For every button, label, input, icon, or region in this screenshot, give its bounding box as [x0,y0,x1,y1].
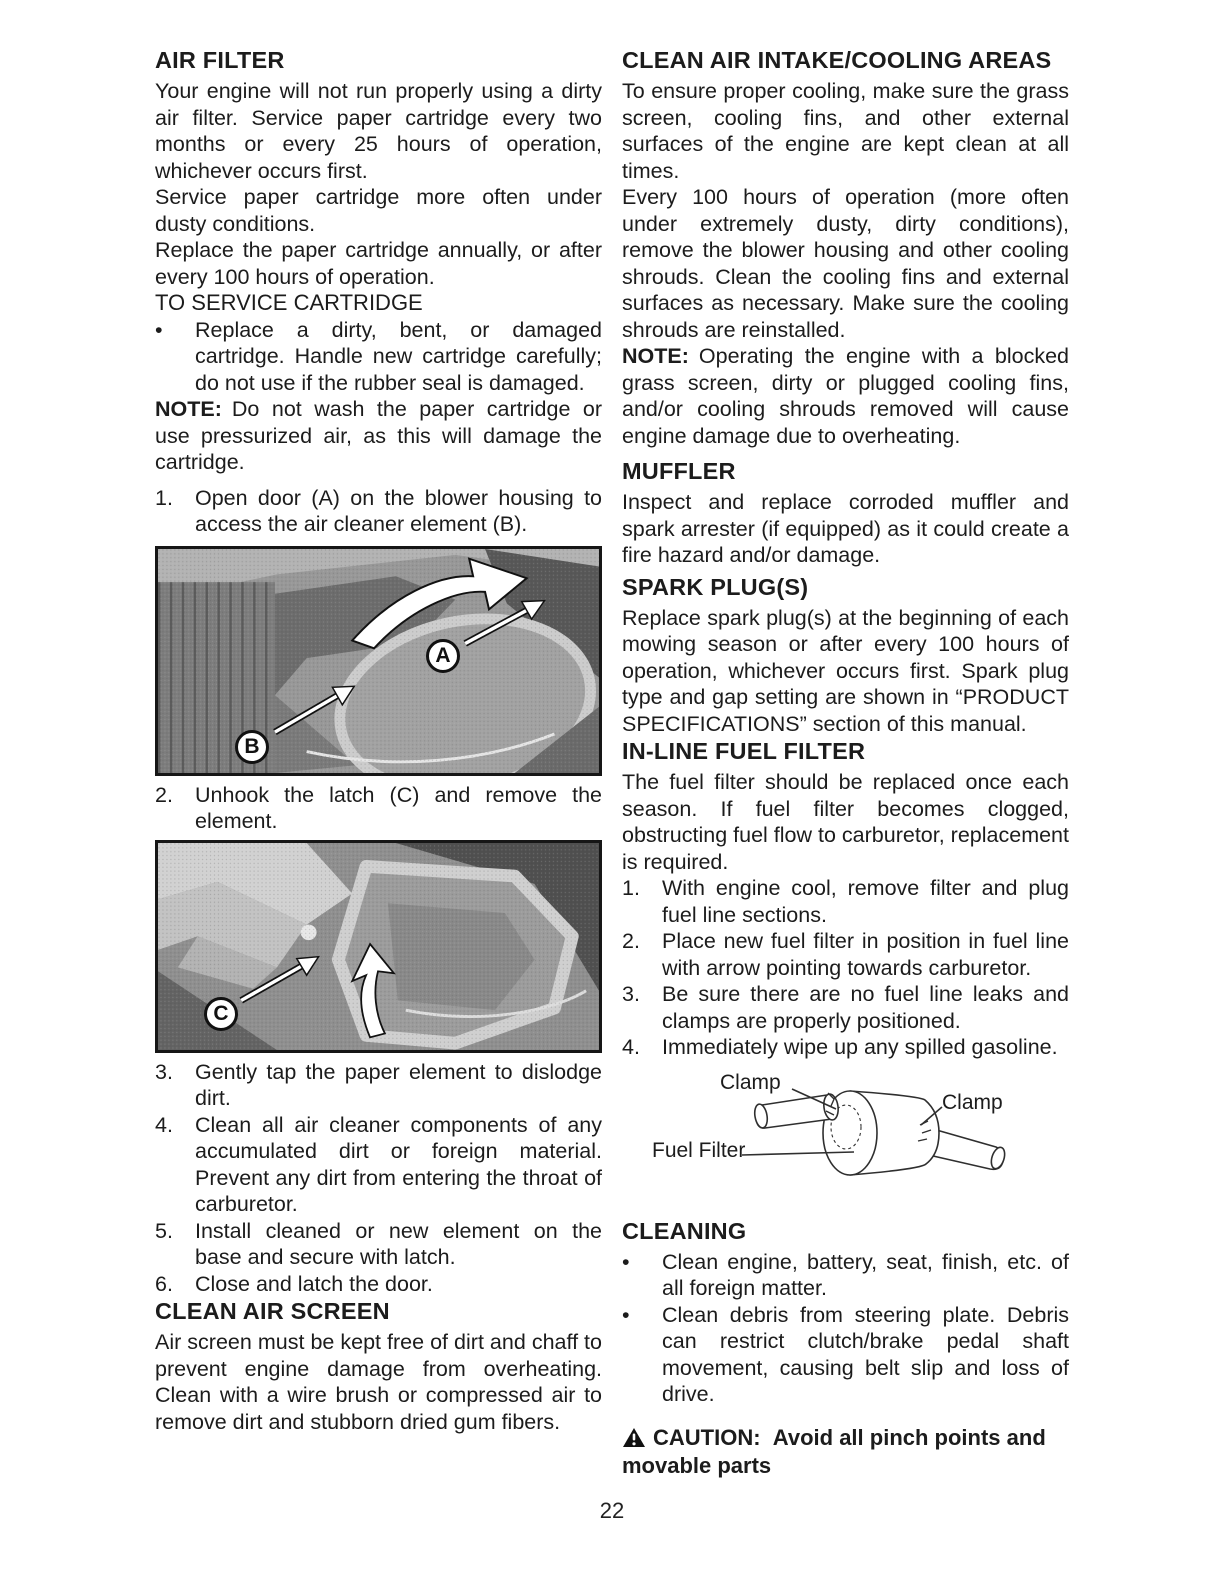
step-text: With engine cool, remove filter and plug fuel line sections. [662,876,1069,927]
step-text: Close and latch the door. [195,1271,433,1296]
step-close-door [155,1271,602,1298]
caution-text: Avoid all pinch points and movable parts [622,1424,1046,1478]
step-tap-element [155,1059,602,1112]
cleaning-bullet-engine [622,1249,1069,1302]
step-unhook-latch [155,782,602,835]
muffler-paragraph: Inspect and replace corroded muffler and spark arrester (if equipped) as it could create a fire hazard and/or damage. [622,490,1069,567]
warning-triangle-icon [622,1427,646,1448]
cartridge-note [155,396,602,476]
fuel-step-place [622,928,1069,981]
bullet-text: Clean debris from steering plate. Debris can restrict clutch/brake pedal shaft movement, causing belt slip and loss of drive. [662,1302,1069,1406]
spark-plugs-heading: SPARK PLUG(S) [622,573,809,600]
step-clean-components [155,1112,602,1218]
air-filter-paragraph-3: Replace the paper cartridge annually, or after every 100 hours of operation. [155,238,602,289]
step-install-element [155,1218,602,1271]
step-open-door [155,485,602,538]
service-cartridge-bullet-text: Replace a dirty, bent, or damaged cartridge. Handle new cartridge carefully; do not use if the rubber seal is damaged. [195,317,602,395]
intake-heading: CLEAN AIR INTAKE/COOLING AREAS [622,47,1052,73]
air-filter-paragraph-1: Your engine will not run properly using a dirty air filter. Service paper cartridge every two months or every 25 hours of operation, whichever occurs first. [155,79,602,183]
intake-paragraph-1: To ensure proper cooling, make sure the grass screen, cooling fins, and other external surfaces of the engine are kept clean at all times. [622,79,1069,183]
note-text: Operating the engine with a blocked grass screen, dirty or plugged cooling fins, and/or cooling shrouds removed will cause engine damage due to overheating. [622,344,1069,448]
clamp-right-label: Clamp [942,1090,1003,1114]
note-label: NOTE: [622,344,689,368]
step-number: 6. [155,1271,173,1296]
note-label: NOTE: [155,397,222,421]
fuel-step-wipe [622,1034,1069,1061]
service-cartridge-bullet [155,317,602,397]
clean-air-screen-heading: CLEAN AIR SCREEN [155,1298,390,1324]
fuel-filter-label: Fuel Filter [652,1138,746,1162]
step-number: 4. [155,1112,173,1137]
step-number: 4. [622,1035,640,1059]
caution-label: CAUTION: [653,1424,761,1450]
spark-plugs-paragraph: Replace spark plug(s) at the beginning of each mowing season or after every 100 hours of operation, whichever occurs first. Spark plug type and gap setting are shown in “PRODUCT SPECIFICATIONS” section of this manual. [622,605,1069,736]
fuel-step-leaks [622,981,1069,1034]
step-number: 1. [155,485,173,510]
air-filter-heading: AIR FILTER [155,47,285,73]
step-number: 2. [155,782,173,807]
step-text: Unhook the latch (C) and remove the element. [195,782,602,833]
step-text: Install cleaned or new element on the base and secure with latch. [195,1218,602,1269]
left-column [155,46,602,1435]
bullet-text: Clean engine, battery, seat, finish, etc. of all foreign matter. [662,1249,1069,1300]
bullet-marker: • [622,1302,630,1327]
blower-housing-photo-graphic [158,549,599,773]
step-text: Gently tap the paper element to dislodge dirt. [195,1059,602,1110]
bullet-marker: • [622,1249,630,1274]
clamp-left-label: Clamp [720,1070,781,1094]
photo-element-removal [155,840,602,1053]
bullet-marker: • [155,317,163,342]
callout-c: C [204,997,238,1031]
callout-b: B [235,730,269,764]
footer-page-number: 22 [599,1498,625,1523]
note-text: Do not wash the paper cartridge or use pressurized air, as this will damage the cartridge. [155,397,602,474]
step-number: 3. [622,982,640,1006]
muffler-heading: MUFFLER [622,458,736,484]
clean-air-screen-paragraph: Air screen must be kept free of dirt and chaff to prevent engine damage from overheating. Clean with a wire brush or compressed air to remove dirt and stubborn dried gum fibers. [155,1330,602,1434]
step-number: 1. [622,876,640,900]
callout-a: A [426,639,460,673]
diagram-fuel-filter [622,1067,1069,1217]
cleaning-bullet-debris [622,1302,1069,1408]
intake-paragraph-2: Every 100 hours of operation (more often under extremely dusty, dirty conditions), remove the blower housing and other cooling shrouds. Clean the cooling fins and external surfaces as necessary. Make sure the cooling shrouds are reinstalled. [622,185,1069,342]
right-column [622,46,1069,1480]
intake-note [622,343,1069,449]
step-text: Open door (A) on the blower housing to access the air cleaner element (B). [195,485,602,536]
step-text: Immediately wipe up any spilled gasoline. [662,1035,1058,1059]
caution-note [622,1424,1069,1480]
air-filter-paragraph-2: Service paper cartridge more often under dusty conditions. [155,185,602,236]
step-number: 3. [155,1059,173,1084]
fuel-step-remove [622,875,1069,928]
step-text: Be sure there are no fuel line leaks and clamps are properly positioned. [662,982,1069,1033]
step-number: 2. [622,929,640,953]
cleaning-heading: CLEANING [622,1217,747,1244]
fuel-filter-paragraph: The fuel filter should be replaced once each season. If fuel filter becomes clogged, obstructing fuel flow to carburetor, replacement is required. [622,770,1069,874]
step-number: 5. [155,1218,173,1243]
step-text: Place new fuel filter in position in fuel line with arrow pointing towards carburetor. [662,929,1069,980]
step-text: Clean all air cleaner components of any accumulated dirt or foreign material. Prevent any dirt from entering the throat of carburetor. [195,1112,602,1216]
photo-blower-housing [155,546,602,776]
service-cartridge-heading: TO SERVICE CARTRIDGE [155,290,423,315]
fuel-filter-heading: IN-LINE FUEL FILTER [622,738,866,764]
